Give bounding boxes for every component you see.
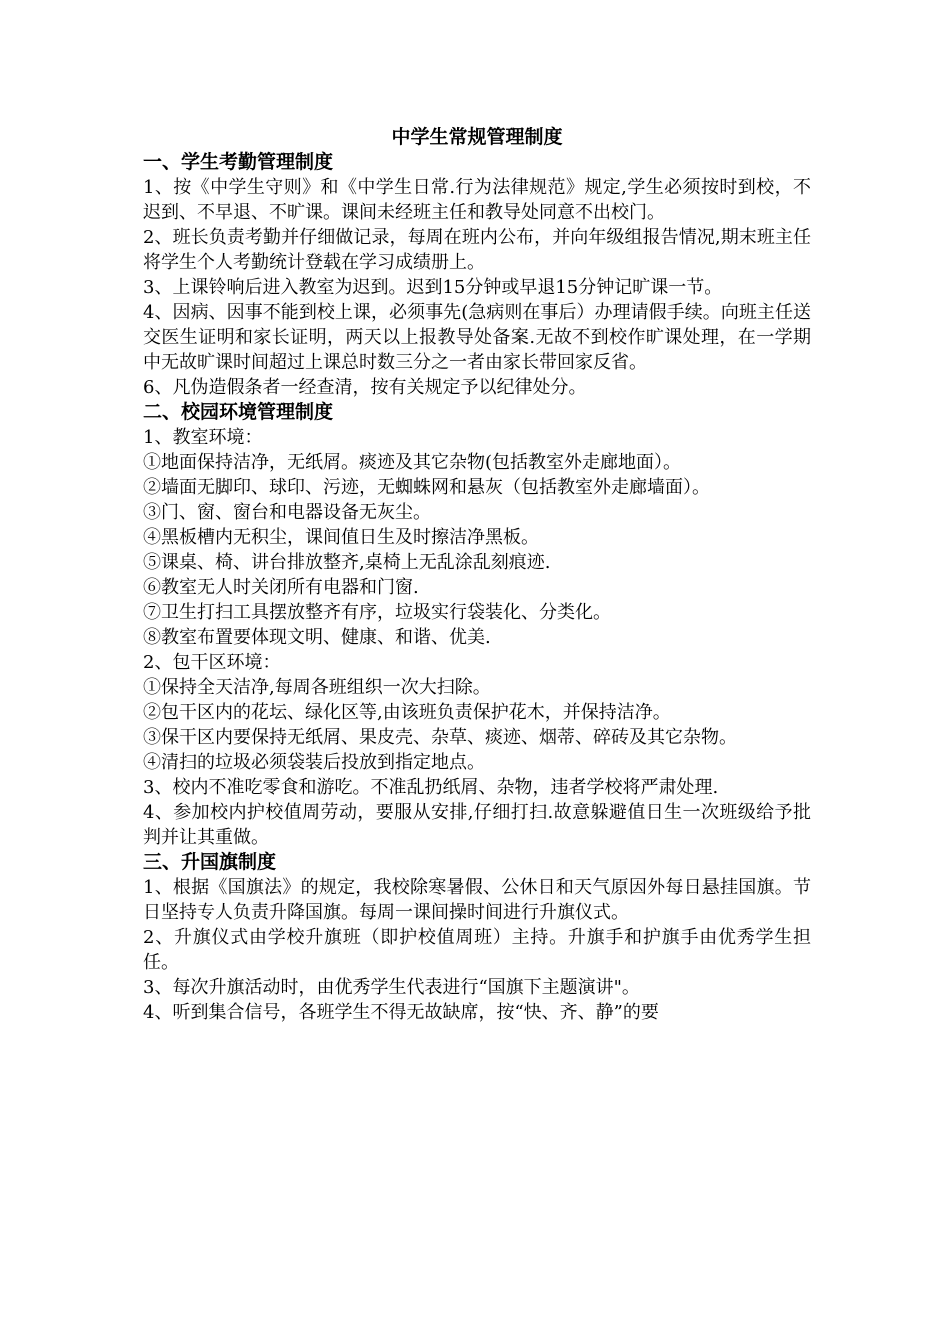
paragraph: ③门、窗、窗台和电器设备无灰尘。 — [143, 502, 431, 523]
paragraph: 2、升旗仪式由学校升旗班（即护校值周班）主持。升旗手和护旗手由优秀学生担任。 — [143, 927, 811, 973]
paragraph: 1、根据《国旗法》的规定，我校除寒暑假、公休日和天气原因外每日悬挂国旗。节日坚持专人负责升降国旗。每周一课间操时间进行升旗仪式。 — [143, 877, 811, 923]
paragraph: 1、教室环境： — [143, 427, 263, 448]
paragraph: ⑦卫生打扫工具摆放整齐有序，垃圾实行袋装化、分类化。 — [143, 602, 611, 623]
section-attendance — [143, 150, 811, 400]
paragraph: ⑧教室布置要体现文明、健康、和谐、优美. — [143, 627, 491, 648]
paragraph: 2、包干区环境： — [143, 652, 281, 673]
paragraph: ④黑板槽内无积尘，课间值日生及时擦洁净黑板。 — [143, 527, 539, 548]
section-heading: 一、学生考勤管理制度 — [143, 151, 334, 173]
paragraph: 6、凡伪造假条者一经查清，按有关规定予以纪律处分。 — [143, 377, 587, 398]
paragraph: 3、校内不准吃零食和游吃。不准乱扔纸屑、杂物，违者学校将严肃处理. — [143, 777, 719, 798]
paragraph: ①地面保持洁净，无纸屑。痰迹及其它杂物(包括教室外走廊地面）。 — [143, 452, 682, 473]
paragraph: 4、因病、因事不能到校上课，必须事先(急病则在事后）办理请假手续。向班主任送交医生证明和家长证明，两天以上报教导处备案.无故不到校作旷课处理，在一学期中无故旷课时间超过上课总时数三分之一者由家长带回家反省。 — [143, 302, 811, 373]
paragraph: ⑤课桌、椅、讲台排放整齐,桌椅上无乱涂乱刻痕迹. — [143, 552, 551, 573]
section-heading: 三、升国旗制度 — [143, 851, 277, 873]
paragraph: ④清扫的垃圾必须袋装后投放到指定地点。 — [143, 752, 485, 773]
section-campus-environment — [143, 400, 811, 850]
section-heading: 二、校园环境管理制度 — [143, 401, 334, 423]
document-body — [143, 124, 811, 1025]
paragraph: 3、每次升旗活动时，由优秀学生代表进行“国旗下主题演讲"。 — [143, 977, 640, 998]
paragraph: ②包干区内的花坛、绿化区等,由该班负责保护花木，并保持洁净。 — [143, 702, 671, 723]
document-title: 中学生常规管理制度 — [391, 126, 563, 148]
paragraph: 4、听到集合信号，各班学生不得无故缺席，按“快、齐、静”的要 — [143, 1002, 659, 1023]
paragraph: ①保持全天洁净,每周各班组织一次大扫除。 — [143, 677, 491, 698]
paragraph: 2、班长负责考勤并仔细做记录，每周在班内公布，并向年级组报告情况,期末班主任将学生个人考勤统计登载在学习成绩册上。 — [143, 227, 811, 273]
paragraph: ②墙面无脚印、球印、污迹，无蜘蛛网和悬灰（包括教室外走廊墙面）。 — [143, 477, 710, 498]
paragraph: 1、按《中学生守则》和《中学生日常.行为法律规范》规定,学生必须按时到校，不迟到、不早退、不旷课。课间未经班主任和教导处同意不出校门。 — [143, 177, 811, 223]
paragraph: 3、上课铃响后进入教室为迟到。迟到15分钟或早退15分钟记旷课一节。 — [143, 277, 723, 298]
paragraph: ⑥教室无人时关闭所有电器和门窗. — [143, 577, 419, 598]
section-flag-raising — [143, 850, 811, 1025]
paragraph: 4、参加校内护校值周劳动，要服从安排,仔细打扫.故意躲避值日生一次班级给予批判并让其重做。 — [143, 802, 811, 848]
paragraph: ③保干区内要保持无纸屑、果皮壳、杂草、痰迹、烟蒂、碎砖及其它杂物。 — [143, 727, 737, 748]
